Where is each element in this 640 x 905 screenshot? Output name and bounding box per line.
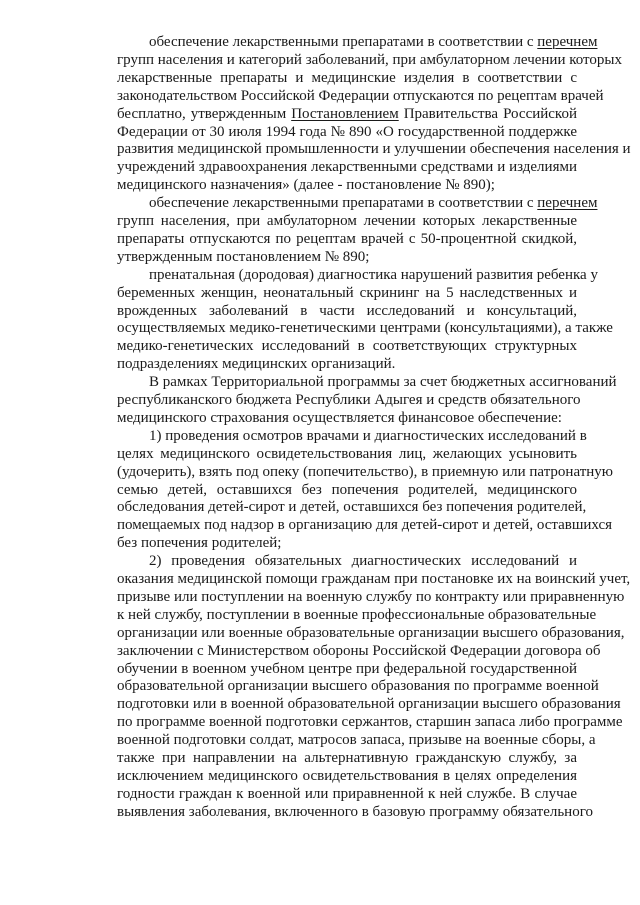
text-line: Федерации от 30 июля 1994 года № 890 «О государственной поддержке xyxy=(117,123,577,140)
text-line: лекарственные препараты и медицинские изделия в соответствии с xyxy=(117,69,577,86)
document-link[interactable]: Постановлением xyxy=(291,105,399,122)
text-line: выявления заболевания, включенного в базовую программу обязательного xyxy=(117,803,593,820)
text-line: развития медицинской промышленности и улучшении обеспечения населения и xyxy=(117,141,631,158)
text-line: военной подготовки солдат, матросов запаса, призыве на военные сборы, а xyxy=(117,732,596,749)
text-line: (удочерить), взять под опеку (попечительство), в приемную или патронатную xyxy=(117,463,614,480)
text-line: обеспечение лекарственными препаратами в соответствии с перечнем xyxy=(149,34,598,50)
text-line: подразделениях медицинских организаций. xyxy=(117,356,396,373)
text-line: групп населения и категорий заболеваний, при амбулаторном лечении которых xyxy=(117,51,622,68)
text-line: медико-генетических исследований в соответствующих структурных xyxy=(117,338,577,355)
text-line: В рамках Территориальной программы за счет бюджетных ассигнований xyxy=(149,374,617,391)
text-line: помещаемых под надзор в организацию для детей-сирот и детей, оставшихся xyxy=(117,517,613,534)
text-line: целях медицинского освидетельствования лиц, желающих усыновить xyxy=(117,445,577,462)
text-line: заключении с Министерством обороны Российской Федерации договора об xyxy=(117,642,601,659)
text-line: обучении в военном учебном центре при федеральной государственной xyxy=(117,660,577,677)
text-line: утвержденным постановлением № 890; xyxy=(117,248,370,265)
text-line: пренатальная (дородовая) диагностика нарушений развития ребенка у xyxy=(149,266,598,283)
text-line: медицинского назначения» (далее - постановление № 890); xyxy=(117,177,495,194)
text-line: также при направлении на альтернативную гражданскую службу, за xyxy=(117,750,577,766)
text-line: законодательством Российской Федерации отпускаются по рецептам врачей xyxy=(117,87,604,104)
text-line: по программе военной подготовки сержантов, старшин запаса либо программе xyxy=(117,714,623,731)
text-line: обеспечение лекарственными препаратами в соответствии с перечнем xyxy=(149,195,598,212)
text-line: 2) проведения обязательных диагностических исследований и xyxy=(149,553,577,570)
text-line: групп населения, при амбулаторном лечении которых лекарственные xyxy=(117,213,577,229)
text-line: обследования детей-сирот и детей, оставшихся без попечения родителей, xyxy=(117,499,587,516)
text-line: без попечения родителей; xyxy=(117,535,282,552)
text-line: учреждений здравоохранения лекарственными средствами и изделиями xyxy=(117,159,577,176)
text-line: врожденных заболеваний в части исследований и консультаций, xyxy=(117,302,577,319)
text-line: беременных женщин, неонатальный скрининг на 5 наследственных и xyxy=(117,284,577,301)
text-line: 1) проведения осмотров врачами и диагностических исследований в xyxy=(149,427,587,444)
text-line: осуществляемых медико-генетическими центрами (консультациями), а также xyxy=(117,320,613,337)
text-line: к ней службу, поступлении в военные профессиональные образовательные xyxy=(117,606,597,623)
text-line: подготовки или в военной образовательной организации высшего образования xyxy=(117,696,621,713)
text-line: образовательной организации высшего образования по программе военной xyxy=(117,678,599,695)
document-link[interactable]: перечнем xyxy=(537,34,598,50)
text-line: оказания медицинской помощи гражданам при постановке их на воинский учет, xyxy=(117,571,631,587)
text-line: медицинского страхования осуществляется финансовое обеспечение: xyxy=(117,409,562,426)
text-line: организации или военные образовательные организации высшего образования, xyxy=(117,624,625,641)
document-link[interactable]: перечнем xyxy=(537,195,598,212)
text-line: семью детей, оставшихся без попечения родителей, медицинского xyxy=(117,481,577,498)
text-line: республиканского бюджета Республики Адыгея и средств обязательного xyxy=(117,392,581,408)
text-line: призыве или поступлении на военную службу по контракту или приравненную xyxy=(117,588,625,605)
text-line: препараты отпускаются по рецептам врачей с 50-процентной скидкой, xyxy=(117,230,577,247)
text-line: бесплатно, утвержденным Постановлением Правительства Российской xyxy=(117,105,577,122)
text-line: исключением медицинского освидетельствования в целях определения xyxy=(117,767,577,784)
text-line: годности граждан к военной или приравненной к ней службе. В случае xyxy=(117,785,577,802)
